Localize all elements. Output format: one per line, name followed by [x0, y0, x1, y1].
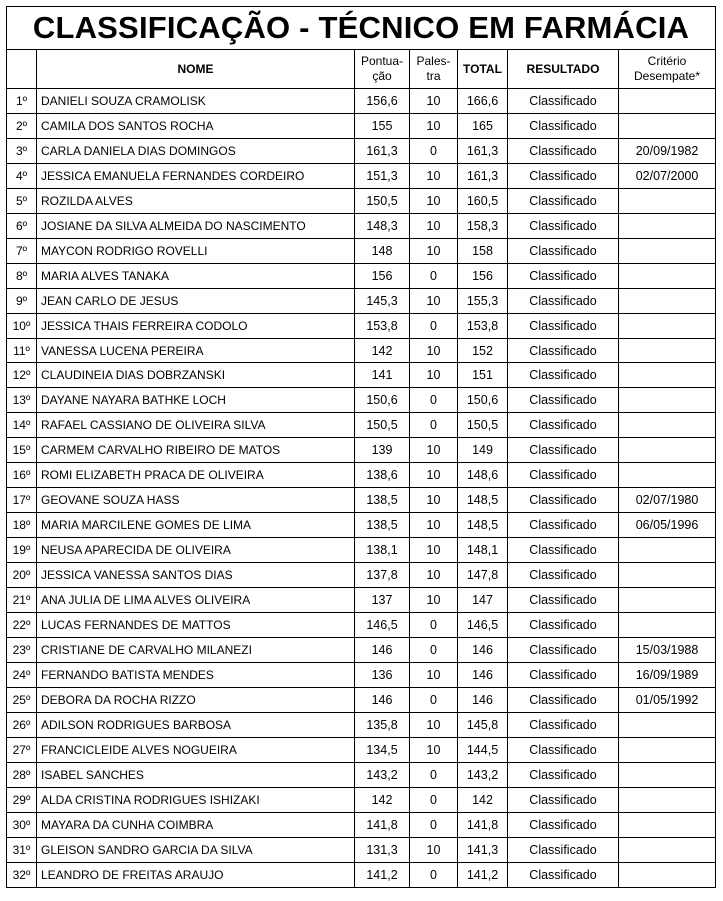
cell-nome: MAYARA DA CUNHA COIMBRA — [37, 812, 355, 837]
cell-position: 6º — [7, 213, 37, 238]
cell-nome: JESSICA EMANUELA FERNANDES CORDEIRO — [37, 163, 355, 188]
cell-pontuacao: 136 — [355, 662, 410, 687]
cell-palestra: 10 — [410, 163, 458, 188]
cell-total: 147,8 — [458, 563, 508, 588]
cell-nome: RAFAEL CASSIANO DE OLIVEIRA SILVA — [37, 413, 355, 438]
cell-pontuacao: 150,6 — [355, 388, 410, 413]
cell-total: 141,3 — [458, 837, 508, 862]
cell-nome: ADILSON RODRIGUES BARBOSA — [37, 712, 355, 737]
cell-pontuacao: 131,3 — [355, 837, 410, 862]
cell-nome: CRISTIANE DE CARVALHO MILANEZI — [37, 637, 355, 662]
cell-total: 145,8 — [458, 712, 508, 737]
cell-nome: CLAUDINEIA DIAS DOBRZANSKI — [37, 363, 355, 388]
cell-palestra: 10 — [410, 113, 458, 138]
cell-nome: GLEISON SANDRO GARCIA DA SILVA — [37, 837, 355, 862]
table-row — [7, 812, 716, 837]
classification-sheet — [6, 6, 715, 888]
cell-palestra: 0 — [410, 613, 458, 638]
cell-resultado: Classificado — [508, 563, 619, 588]
cell-pontuacao: 146,5 — [355, 613, 410, 638]
cell-resultado: Classificado — [508, 662, 619, 687]
cell-criterio — [619, 263, 716, 288]
cell-pontuacao: 138,5 — [355, 488, 410, 513]
cell-position: 18º — [7, 513, 37, 538]
cell-resultado: Classificado — [508, 238, 619, 263]
header-row — [7, 50, 716, 89]
cell-palestra: 10 — [410, 513, 458, 538]
cell-position: 14º — [7, 413, 37, 438]
table-row — [7, 89, 716, 114]
header-nome: NOME — [37, 50, 355, 89]
cell-nome: ALDA CRISTINA RODRIGUES ISHIZAKI — [37, 787, 355, 812]
cell-pontuacao: 138,6 — [355, 463, 410, 488]
cell-nome: LUCAS FERNANDES DE MATTOS — [37, 613, 355, 638]
cell-resultado: Classificado — [508, 313, 619, 338]
cell-total: 148,5 — [458, 488, 508, 513]
cell-criterio — [619, 413, 716, 438]
cell-position: 20º — [7, 563, 37, 588]
classification-table — [6, 6, 716, 888]
cell-criterio — [619, 288, 716, 313]
table-row — [7, 288, 716, 313]
table-row — [7, 737, 716, 762]
cell-resultado: Classificado — [508, 687, 619, 712]
cell-criterio — [619, 613, 716, 638]
cell-palestra: 0 — [410, 413, 458, 438]
table-row — [7, 862, 716, 887]
cell-position: 13º — [7, 388, 37, 413]
table-row — [7, 113, 716, 138]
page-title: CLASSIFICAÇÃO - TÉCNICO EM FARMÁCIA — [7, 7, 716, 50]
cell-criterio — [619, 313, 716, 338]
cell-position: 19º — [7, 538, 37, 563]
cell-resultado: Classificado — [508, 712, 619, 737]
cell-resultado: Classificado — [508, 538, 619, 563]
cell-position: 2º — [7, 113, 37, 138]
cell-total: 152 — [458, 338, 508, 363]
cell-nome: GEOVANE SOUZA HASS — [37, 488, 355, 513]
cell-position: 26º — [7, 712, 37, 737]
cell-palestra: 10 — [410, 288, 458, 313]
cell-criterio — [619, 388, 716, 413]
cell-total: 147 — [458, 588, 508, 613]
table-row — [7, 163, 716, 188]
cell-palestra: 10 — [410, 188, 458, 213]
cell-position: 28º — [7, 762, 37, 787]
cell-nome: CAMILA DOS SANTOS ROCHA — [37, 113, 355, 138]
cell-total: 151 — [458, 363, 508, 388]
cell-pontuacao: 135,8 — [355, 712, 410, 737]
table-row — [7, 213, 716, 238]
cell-pontuacao: 134,5 — [355, 737, 410, 762]
cell-palestra: 0 — [410, 787, 458, 812]
cell-palestra: 0 — [410, 862, 458, 887]
cell-total: 161,3 — [458, 163, 508, 188]
table-row — [7, 762, 716, 787]
cell-total: 161,3 — [458, 138, 508, 163]
cell-position: 11º — [7, 338, 37, 363]
cell-pontuacao: 142 — [355, 338, 410, 363]
cell-nome: ROZILDA ALVES — [37, 188, 355, 213]
cell-palestra: 10 — [410, 463, 458, 488]
cell-total: 149 — [458, 438, 508, 463]
cell-nome: JESSICA VANESSA SANTOS DIAS — [37, 563, 355, 588]
cell-nome: ISABEL SANCHES — [37, 762, 355, 787]
cell-criterio — [619, 113, 716, 138]
cell-palestra: 0 — [410, 313, 458, 338]
cell-criterio — [619, 213, 716, 238]
table-row — [7, 338, 716, 363]
cell-palestra: 10 — [410, 363, 458, 388]
cell-criterio: 01/05/1992 — [619, 687, 716, 712]
cell-resultado: Classificado — [508, 89, 619, 114]
header-palestra — [410, 50, 458, 89]
cell-palestra: 10 — [410, 837, 458, 862]
cell-palestra: 0 — [410, 637, 458, 662]
cell-criterio: 16/09/1989 — [619, 662, 716, 687]
cell-resultado: Classificado — [508, 513, 619, 538]
table-row — [7, 613, 716, 638]
cell-position: 9º — [7, 288, 37, 313]
cell-criterio — [619, 363, 716, 388]
cell-total: 146 — [458, 687, 508, 712]
cell-position: 16º — [7, 463, 37, 488]
cell-total: 144,5 — [458, 737, 508, 762]
cell-palestra: 10 — [410, 737, 458, 762]
cell-palestra: 10 — [410, 238, 458, 263]
cell-position: 29º — [7, 787, 37, 812]
cell-resultado: Classificado — [508, 413, 619, 438]
cell-nome: VANESSA LUCENA PEREIRA — [37, 338, 355, 363]
cell-palestra: 0 — [410, 138, 458, 163]
cell-palestra: 10 — [410, 538, 458, 563]
cell-nome: JOSIANE DA SILVA ALMEIDA DO NASCIMENTO — [37, 213, 355, 238]
table-row — [7, 263, 716, 288]
table-row — [7, 238, 716, 263]
table-row — [7, 588, 716, 613]
table-row — [7, 313, 716, 338]
cell-position: 1º — [7, 89, 37, 114]
cell-resultado: Classificado — [508, 588, 619, 613]
cell-criterio — [619, 538, 716, 563]
table-row — [7, 837, 716, 862]
cell-resultado: Classificado — [508, 812, 619, 837]
cell-nome: ROMI ELIZABETH PRACA DE OLIVEIRA — [37, 463, 355, 488]
cell-total: 153,8 — [458, 313, 508, 338]
header-resultado: RESULTADO — [508, 50, 619, 89]
cell-resultado: Classificado — [508, 363, 619, 388]
table-row — [7, 488, 716, 513]
cell-pontuacao: 146 — [355, 687, 410, 712]
cell-total: 165 — [458, 113, 508, 138]
cell-pontuacao: 145,3 — [355, 288, 410, 313]
cell-resultado: Classificado — [508, 488, 619, 513]
cell-criterio — [619, 787, 716, 812]
header-palestra-line2: tra — [426, 69, 441, 83]
cell-resultado: Classificado — [508, 163, 619, 188]
cell-palestra: 10 — [410, 662, 458, 687]
cell-position: 15º — [7, 438, 37, 463]
cell-criterio — [619, 712, 716, 737]
cell-total: 156 — [458, 263, 508, 288]
cell-total: 148,1 — [458, 538, 508, 563]
cell-nome: CARLA DANIELA DIAS DOMINGOS — [37, 138, 355, 163]
cell-total: 141,2 — [458, 862, 508, 887]
cell-position: 21º — [7, 588, 37, 613]
cell-pontuacao: 150,5 — [355, 188, 410, 213]
header-pontuacao — [355, 50, 410, 89]
table-row — [7, 687, 716, 712]
cell-resultado: Classificado — [508, 138, 619, 163]
cell-palestra: 10 — [410, 338, 458, 363]
cell-palestra: 10 — [410, 213, 458, 238]
cell-nome: MARIA MARCILENE GOMES DE LIMA — [37, 513, 355, 538]
cell-pontuacao: 151,3 — [355, 163, 410, 188]
cell-resultado: Classificado — [508, 288, 619, 313]
cell-nome: JEAN CARLO DE JESUS — [37, 288, 355, 313]
table-row — [7, 712, 716, 737]
cell-resultado: Classificado — [508, 737, 619, 762]
cell-total: 148,5 — [458, 513, 508, 538]
cell-total: 143,2 — [458, 762, 508, 787]
cell-pontuacao: 138,5 — [355, 513, 410, 538]
cell-total: 148,6 — [458, 463, 508, 488]
cell-total: 158,3 — [458, 213, 508, 238]
cell-position: 10º — [7, 313, 37, 338]
header-total: TOTAL — [458, 50, 508, 89]
cell-nome: NEUSA APARECIDA DE OLIVEIRA — [37, 538, 355, 563]
cell-pontuacao: 137 — [355, 588, 410, 613]
cell-palestra: 0 — [410, 388, 458, 413]
cell-position: 30º — [7, 812, 37, 837]
cell-palestra: 10 — [410, 488, 458, 513]
cell-criterio: 20/09/1982 — [619, 138, 716, 163]
cell-position: 23º — [7, 637, 37, 662]
cell-pontuacao: 146 — [355, 637, 410, 662]
cell-total: 160,5 — [458, 188, 508, 213]
cell-nome: CARMEM CARVALHO RIBEIRO DE MATOS — [37, 438, 355, 463]
cell-nome: DEBORA DA ROCHA RIZZO — [37, 687, 355, 712]
cell-position: 17º — [7, 488, 37, 513]
cell-nome: MARIA ALVES TANAKA — [37, 263, 355, 288]
table-row — [7, 563, 716, 588]
cell-criterio: 06/05/1996 — [619, 513, 716, 538]
cell-nome: DAYANE NAYARA BATHKE LOCH — [37, 388, 355, 413]
cell-palestra: 10 — [410, 712, 458, 737]
cell-nome: LEANDRO DE FREITAS ARAUJO — [37, 862, 355, 887]
cell-total: 155,3 — [458, 288, 508, 313]
table-row — [7, 637, 716, 662]
cell-pontuacao: 141,2 — [355, 862, 410, 887]
cell-palestra: 0 — [410, 812, 458, 837]
cell-palestra: 10 — [410, 563, 458, 588]
cell-total: 158 — [458, 238, 508, 263]
cell-resultado: Classificado — [508, 338, 619, 363]
cell-total: 141,8 — [458, 812, 508, 837]
cell-palestra: 0 — [410, 762, 458, 787]
cell-position: 32º — [7, 862, 37, 887]
cell-position: 7º — [7, 238, 37, 263]
cell-resultado: Classificado — [508, 113, 619, 138]
cell-pontuacao: 155 — [355, 113, 410, 138]
table-row — [7, 188, 716, 213]
table-row — [7, 463, 716, 488]
cell-palestra: 0 — [410, 263, 458, 288]
cell-palestra: 10 — [410, 588, 458, 613]
cell-resultado: Classificado — [508, 188, 619, 213]
cell-pontuacao: 138,1 — [355, 538, 410, 563]
cell-resultado: Classificado — [508, 438, 619, 463]
table-row — [7, 138, 716, 163]
cell-criterio: 15/03/1988 — [619, 637, 716, 662]
header-pontuacao-line2: ção — [372, 69, 392, 83]
cell-nome: JESSICA THAIS FERREIRA CODOLO — [37, 313, 355, 338]
header-criterio — [619, 50, 716, 89]
cell-pontuacao: 142 — [355, 787, 410, 812]
cell-pontuacao: 148 — [355, 238, 410, 263]
cell-criterio — [619, 89, 716, 114]
header-position — [7, 50, 37, 89]
cell-nome: FERNANDO BATISTA MENDES — [37, 662, 355, 687]
cell-pontuacao: 150,5 — [355, 413, 410, 438]
cell-total: 146,5 — [458, 613, 508, 638]
header-palestra-line1: Pales- — [416, 54, 451, 68]
cell-total: 146 — [458, 637, 508, 662]
cell-pontuacao: 141,8 — [355, 812, 410, 837]
cell-total: 166,6 — [458, 89, 508, 114]
cell-nome: DANIELI SOUZA CRAMOLISK — [37, 89, 355, 114]
table-row — [7, 388, 716, 413]
table-row — [7, 787, 716, 812]
cell-position: 3º — [7, 138, 37, 163]
table-row — [7, 413, 716, 438]
cell-criterio — [619, 338, 716, 363]
cell-resultado: Classificado — [508, 213, 619, 238]
cell-nome: MAYCON RODRIGO ROVELLI — [37, 238, 355, 263]
cell-total: 142 — [458, 787, 508, 812]
cell-position: 8º — [7, 263, 37, 288]
cell-pontuacao: 156 — [355, 263, 410, 288]
cell-total: 150,6 — [458, 388, 508, 413]
cell-resultado: Classificado — [508, 862, 619, 887]
cell-position: 22º — [7, 613, 37, 638]
cell-criterio — [619, 563, 716, 588]
cell-criterio — [619, 762, 716, 787]
cell-palestra: 10 — [410, 438, 458, 463]
table-row — [7, 363, 716, 388]
cell-position: 25º — [7, 687, 37, 712]
cell-total: 150,5 — [458, 413, 508, 438]
cell-nome: ANA JULIA DE LIMA ALVES OLIVEIRA — [37, 588, 355, 613]
cell-criterio — [619, 862, 716, 887]
cell-resultado: Classificado — [508, 637, 619, 662]
cell-pontuacao: 137,8 — [355, 563, 410, 588]
cell-pontuacao: 139 — [355, 438, 410, 463]
cell-position: 27º — [7, 737, 37, 762]
cell-criterio: 02/07/1980 — [619, 488, 716, 513]
cell-total: 146 — [458, 662, 508, 687]
cell-position: 4º — [7, 163, 37, 188]
cell-resultado: Classificado — [508, 263, 619, 288]
cell-criterio — [619, 438, 716, 463]
table-row — [7, 662, 716, 687]
cell-pontuacao: 153,8 — [355, 313, 410, 338]
table-row — [7, 438, 716, 463]
cell-resultado: Classificado — [508, 613, 619, 638]
cell-position: 24º — [7, 662, 37, 687]
cell-resultado: Classificado — [508, 787, 619, 812]
cell-position: 12º — [7, 363, 37, 388]
cell-criterio — [619, 188, 716, 213]
cell-position: 5º — [7, 188, 37, 213]
table-row — [7, 513, 716, 538]
cell-pontuacao: 148,3 — [355, 213, 410, 238]
cell-palestra: 0 — [410, 687, 458, 712]
cell-criterio — [619, 238, 716, 263]
cell-resultado: Classificado — [508, 837, 619, 862]
cell-pontuacao: 156,6 — [355, 89, 410, 114]
cell-resultado: Classificado — [508, 463, 619, 488]
cell-criterio: 02/07/2000 — [619, 163, 716, 188]
cell-criterio — [619, 837, 716, 862]
cell-position: 31º — [7, 837, 37, 862]
cell-pontuacao: 161,3 — [355, 138, 410, 163]
cell-criterio — [619, 812, 716, 837]
cell-resultado: Classificado — [508, 762, 619, 787]
table-row — [7, 538, 716, 563]
cell-criterio — [619, 588, 716, 613]
cell-resultado: Classificado — [508, 388, 619, 413]
table-body — [7, 89, 716, 888]
header-criterio-line1: Critério — [647, 54, 687, 68]
cell-pontuacao: 141 — [355, 363, 410, 388]
cell-pontuacao: 143,2 — [355, 762, 410, 787]
cell-criterio — [619, 737, 716, 762]
cell-palestra: 10 — [410, 89, 458, 114]
header-criterio-line2: Desempate* — [633, 69, 701, 83]
header-pontuacao-line1: Pontua- — [360, 54, 404, 68]
cell-nome: FRANCICLEIDE ALVES NOGUEIRA — [37, 737, 355, 762]
cell-criterio — [619, 463, 716, 488]
